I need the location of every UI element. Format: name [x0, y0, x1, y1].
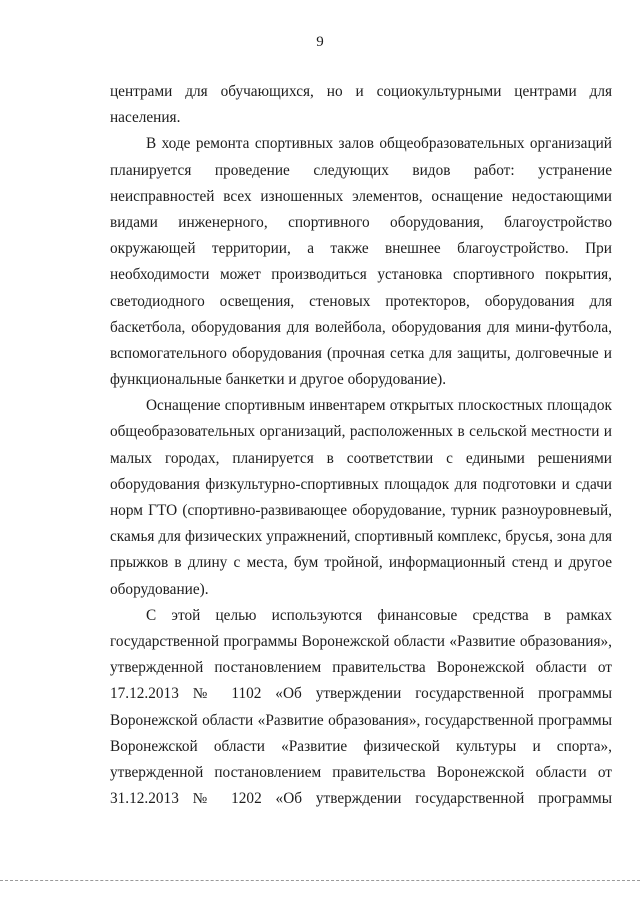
- text-line: 17.12.2013 № 1102 «Об утверждении государственной программы: [110, 685, 612, 703]
- text-line: скамья для физических упражнений, спортивный комплекс, брусья, зона для: [110, 528, 612, 546]
- text-line: окружающей территории, а также внешнее благоустройство. При: [110, 240, 612, 258]
- paragraph-start-line: Оснащение спортивным инвентарем открытых плоскостных площадок: [146, 397, 612, 415]
- text-line: Воронежской области «Развитие образования», государственной программы: [110, 711, 612, 729]
- text-line: планируется проведение следующих видов работ: устранение: [110, 161, 612, 179]
- text-line: Воронежской области «Развитие физической культуры и спорта»,: [110, 737, 612, 755]
- paragraph-start-line: В ходе ремонта спортивных залов общеобразовательных организаций: [146, 135, 612, 153]
- text-line: прыжков в длину с места, бум тройной, информационный стенд и другое: [110, 554, 612, 572]
- body-text: [110, 79, 612, 812]
- text-line: баскетбола, оборудования для волейбола, оборудования для мини-футбола,: [110, 318, 612, 336]
- text-line: государственной программы Воронежской области «Развитие образования»,: [110, 632, 612, 650]
- text-line: вспомогательного оборудования (прочная сетка для защиты, долговечные и: [110, 344, 612, 362]
- text-line: видами инженерного, спортивного оборудования, благоустройство: [110, 213, 612, 231]
- text-line: общеобразовательных организаций, расположенных в сельской местности и: [110, 423, 612, 441]
- text-line: оборудования физкультурно-спортивных площадок для подготовки и сдачи: [110, 475, 612, 493]
- text-line: светодиодного освещения, стеновых протекторов, оборудования для: [110, 292, 612, 310]
- text-line: утвержденной постановлением правительства Воронежской области от: [110, 659, 612, 677]
- text-line: утвержденной постановлением правительства Воронежской области от: [110, 763, 612, 781]
- text-line: населения.: [110, 109, 181, 127]
- text-line: норм ГТО (спортивно-развивающее оборудование, турник разноуровневый,: [110, 502, 612, 519]
- paragraph-start-line: С этой целью используются финансовые средства в рамках: [146, 606, 612, 624]
- page-bottom-divider: [0, 880, 640, 881]
- text-line: функциональные банкетки и другое оборудование).: [110, 371, 447, 389]
- text-line: центрами для обучающихся, но и социокультурными центрами для: [110, 83, 612, 100]
- text-line: 31.12.2013 № 1202 «Об утверждении государственной программы: [110, 790, 612, 808]
- page-number: 9: [316, 34, 324, 50]
- text-line: необходимости может производиться установка спортивного покрытия,: [110, 266, 612, 284]
- text-line: малых городах, планируется в соответствии с едиными решениями: [110, 449, 612, 467]
- text-line: оборудование).: [110, 580, 209, 598]
- text-line: неисправностей всех изношенных элементов, оснащение недостающими: [110, 187, 612, 205]
